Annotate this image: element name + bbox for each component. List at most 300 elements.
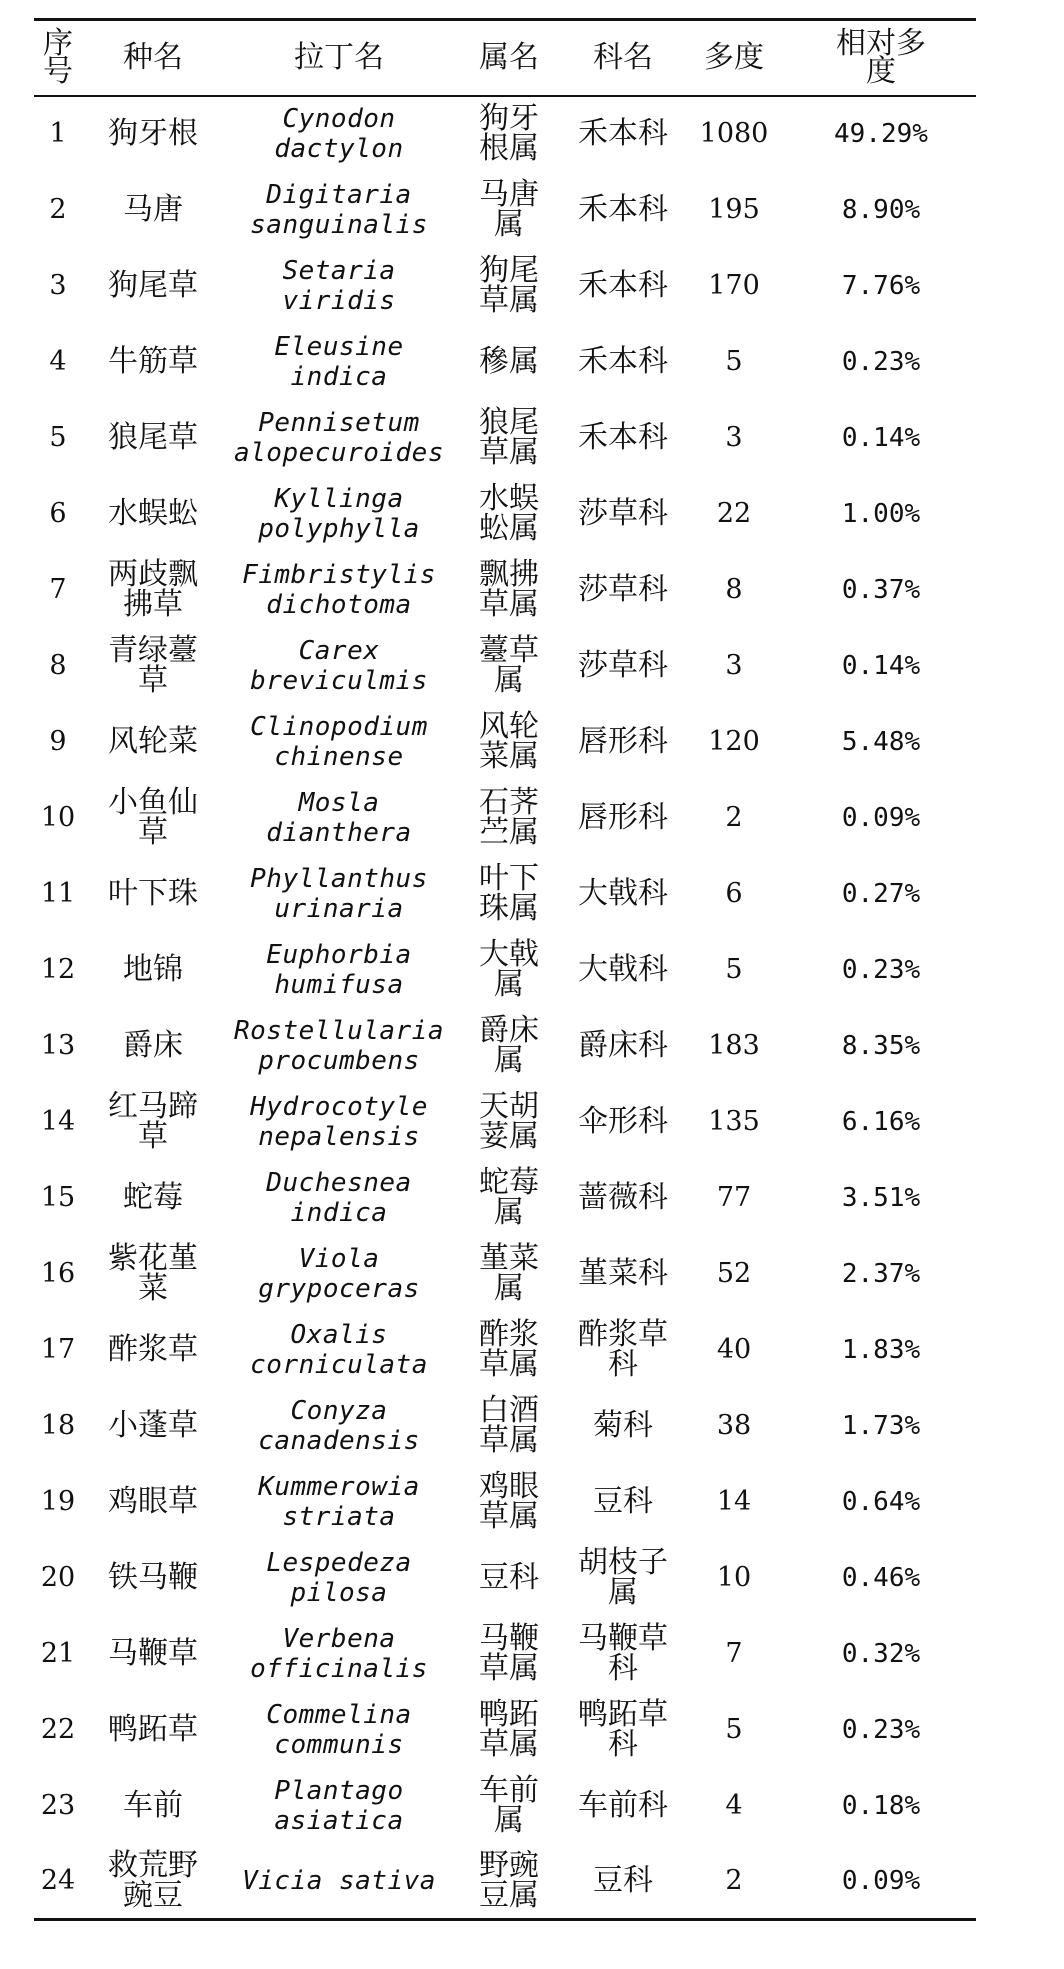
cell-family-text: 禾本科 xyxy=(578,343,668,379)
cell-latin xyxy=(224,1540,454,1616)
cell-family-text: 伞形科 xyxy=(578,1103,668,1139)
cell-species-text: 车前 xyxy=(123,1787,183,1823)
cell-species xyxy=(82,248,224,324)
cell-genus-text: 水蜈蚣属 xyxy=(479,480,539,546)
cell-genus xyxy=(454,628,564,704)
cell-abundance-text: 38 xyxy=(716,1409,752,1441)
cell-genus xyxy=(454,1312,564,1388)
cell-index-text: 10 xyxy=(40,801,76,833)
cell-relative-text: 0.09% xyxy=(841,1865,921,1896)
cell-relative-text: 8.35% xyxy=(841,1030,921,1061)
cell-family xyxy=(564,1768,682,1844)
cell-genus-text: 鸭跖草属 xyxy=(479,1696,539,1762)
cell-family xyxy=(564,324,682,400)
cell-relative xyxy=(786,248,976,324)
cell-index xyxy=(34,1160,82,1236)
cell-relative xyxy=(786,172,976,248)
cell-index-text: 19 xyxy=(40,1485,76,1517)
cell-family xyxy=(564,1844,682,1920)
cell-abundance-text: 5 xyxy=(725,1713,743,1745)
cell-relative-text: 3.51% xyxy=(841,1182,921,1213)
cell-genus xyxy=(454,324,564,400)
header-abundance xyxy=(682,20,786,96)
cell-family-text: 菊科 xyxy=(593,1407,653,1443)
cell-index-text: 24 xyxy=(40,1864,76,1896)
cell-abundance xyxy=(682,1388,786,1464)
cell-species xyxy=(82,1160,224,1236)
cell-index-text: 15 xyxy=(40,1181,76,1213)
cell-species xyxy=(82,1844,224,1920)
cell-family-text: 马鞭草科 xyxy=(578,1620,668,1686)
cell-index-text: 16 xyxy=(40,1257,76,1289)
cell-species-text: 水蜈蚣 xyxy=(108,495,198,531)
cell-relative xyxy=(786,96,976,172)
cell-relative xyxy=(786,1616,976,1692)
cell-index-text: 1 xyxy=(49,118,67,149)
cell-genus xyxy=(454,248,564,324)
cell-family xyxy=(564,1464,682,1540)
cell-family-text: 鸭跖草科 xyxy=(578,1696,668,1762)
cell-genus xyxy=(454,1692,564,1768)
cell-relative xyxy=(786,1312,976,1388)
cell-species xyxy=(82,1084,224,1160)
cell-latin-text: Kyllinga polyphylla xyxy=(258,483,420,544)
cell-species xyxy=(82,1388,224,1464)
cell-abundance xyxy=(682,1160,786,1236)
cell-species-text: 鸡眼草 xyxy=(108,1483,198,1519)
cell-abundance-text: 8 xyxy=(725,573,743,605)
cell-family-text: 莎草科 xyxy=(578,495,668,531)
cell-genus xyxy=(454,1768,564,1844)
cell-index-text: 3 xyxy=(49,269,67,301)
cell-abundance xyxy=(682,476,786,552)
cell-relative xyxy=(786,628,976,704)
table-row xyxy=(34,780,976,856)
species-table xyxy=(34,18,976,1921)
cell-latin xyxy=(224,1464,454,1540)
cell-genus xyxy=(454,1160,564,1236)
cell-species-text: 蛇莓 xyxy=(123,1179,183,1215)
cell-abundance xyxy=(682,324,786,400)
cell-species-text: 牛筋草 xyxy=(108,343,198,379)
cell-family-text: 莎草科 xyxy=(578,571,668,607)
cell-index-text: 7 xyxy=(49,573,67,605)
table-row xyxy=(34,1236,976,1312)
cell-relative-text: 0.18% xyxy=(841,1790,921,1821)
cell-abundance xyxy=(682,96,786,172)
cell-latin-text: Plantago asiatica xyxy=(274,1775,404,1836)
cell-family xyxy=(564,856,682,932)
cell-family-text: 禾本科 xyxy=(578,116,668,151)
cell-family xyxy=(564,932,682,1008)
cell-species-text: 狗牙根 xyxy=(108,116,198,151)
cell-index xyxy=(34,476,82,552)
cell-species-text: 青绿薹草 xyxy=(108,632,198,698)
header-latin xyxy=(224,20,454,96)
cell-latin xyxy=(224,476,454,552)
cell-abundance-text: 22 xyxy=(716,497,752,529)
cell-relative-text: 0.37% xyxy=(841,574,921,605)
cell-family xyxy=(564,172,682,248)
cell-abundance xyxy=(682,1312,786,1388)
header-row xyxy=(34,20,976,96)
table-row xyxy=(34,1768,976,1844)
table-row xyxy=(34,96,976,172)
cell-latin xyxy=(224,856,454,932)
cell-relative xyxy=(786,704,976,780)
cell-genus-text: 酢浆草属 xyxy=(479,1316,539,1382)
cell-relative xyxy=(786,1464,976,1540)
cell-species xyxy=(82,1008,224,1084)
cell-species xyxy=(82,780,224,856)
cell-index-text: 13 xyxy=(40,1029,76,1061)
cell-family-text: 豆科 xyxy=(593,1483,653,1519)
cell-latin xyxy=(224,1844,454,1920)
cell-abundance-text: 4 xyxy=(725,1789,743,1821)
cell-abundance xyxy=(682,1008,786,1084)
cell-species xyxy=(82,1768,224,1844)
cell-family xyxy=(564,704,682,780)
species-table-container xyxy=(34,18,976,1921)
cell-relative xyxy=(786,1768,976,1844)
cell-species-text: 救荒野豌豆 xyxy=(108,1847,198,1913)
cell-genus xyxy=(454,1236,564,1312)
cell-abundance xyxy=(682,1768,786,1844)
header-genus xyxy=(454,20,564,96)
cell-genus xyxy=(454,96,564,172)
cell-abundance xyxy=(682,1692,786,1768)
header-relative xyxy=(786,20,976,96)
table-row xyxy=(34,1084,976,1160)
cell-index xyxy=(34,628,82,704)
cell-latin xyxy=(224,1008,454,1084)
cell-index-text: 22 xyxy=(40,1713,76,1745)
cell-family-text: 莎草科 xyxy=(578,647,668,683)
cell-genus xyxy=(454,1084,564,1160)
cell-latin-text: Carex breviculmis xyxy=(250,635,428,696)
cell-index xyxy=(34,704,82,780)
cell-species-text: 小蓬草 xyxy=(108,1407,198,1443)
header-family-label: 科名 xyxy=(593,39,653,75)
cell-family-text: 蔷薇科 xyxy=(578,1179,668,1215)
cell-species-text: 狗尾草 xyxy=(108,267,198,303)
cell-latin xyxy=(224,1312,454,1388)
cell-family-text: 禾本科 xyxy=(578,419,668,455)
cell-relative xyxy=(786,552,976,628)
cell-species xyxy=(82,1312,224,1388)
cell-relative-text: 1.83% xyxy=(841,1334,921,1365)
cell-family xyxy=(564,96,682,172)
cell-relative xyxy=(786,1388,976,1464)
cell-index xyxy=(34,1540,82,1616)
header-family xyxy=(564,20,682,96)
cell-species-text: 马唐 xyxy=(123,191,183,227)
cell-genus-text: 豆科 xyxy=(479,1559,539,1595)
cell-species-text: 红马蹄草 xyxy=(108,1088,198,1154)
cell-species-text: 小鱼仙草 xyxy=(108,784,198,850)
header-index xyxy=(34,20,82,96)
cell-genus-text: 天胡荽属 xyxy=(479,1088,539,1154)
cell-genus-text: 堇菜属 xyxy=(479,1240,539,1306)
cell-genus-text: 叶下珠属 xyxy=(479,860,539,926)
cell-abundance xyxy=(682,704,786,780)
cell-genus xyxy=(454,552,564,628)
cell-genus-text: 狗尾草属 xyxy=(479,252,539,318)
cell-latin-text: Eleusine indica xyxy=(274,331,404,392)
cell-species-text: 叶下珠 xyxy=(108,875,198,911)
cell-latin xyxy=(224,552,454,628)
cell-index xyxy=(34,1616,82,1692)
cell-genus-text: 野豌豆属 xyxy=(479,1847,539,1913)
cell-family xyxy=(564,780,682,856)
cell-relative xyxy=(786,1008,976,1084)
cell-abundance-text: 10 xyxy=(716,1561,752,1593)
cell-relative-text: 0.14% xyxy=(841,422,921,453)
cell-family-text: 酢浆草科 xyxy=(578,1316,668,1382)
cell-latin-text: Cynodon dactylon xyxy=(274,104,404,164)
cell-species xyxy=(82,172,224,248)
cell-family xyxy=(564,1084,682,1160)
table-row xyxy=(34,172,976,248)
cell-latin xyxy=(224,1160,454,1236)
cell-relative-text: 0.46% xyxy=(841,1562,921,1593)
cell-index-text: 2 xyxy=(49,193,67,225)
cell-latin-text: Pennisetum alopecuroides xyxy=(234,407,444,468)
cell-species-text: 爵床 xyxy=(123,1027,183,1063)
table-row xyxy=(34,1008,976,1084)
header-species xyxy=(82,20,224,96)
cell-latin-text: Mosla dianthera xyxy=(266,787,412,848)
table-row xyxy=(34,1160,976,1236)
cell-genus-text: 飘拂草属 xyxy=(479,556,539,622)
table-body xyxy=(34,96,976,1920)
header-species-label: 种名 xyxy=(123,39,183,75)
cell-genus-text: 大戟属 xyxy=(479,936,539,1002)
cell-family xyxy=(564,476,682,552)
cell-genus-text: 爵床属 xyxy=(479,1012,539,1078)
cell-abundance-text: 40 xyxy=(716,1333,752,1365)
cell-latin xyxy=(224,932,454,1008)
cell-latin-text: Hydrocotyle nepalensis xyxy=(250,1091,428,1152)
cell-index xyxy=(34,96,82,172)
cell-latin xyxy=(224,1084,454,1160)
cell-relative-text: 0.23% xyxy=(841,1714,921,1745)
cell-species xyxy=(82,400,224,476)
cell-family-text: 堇菜科 xyxy=(578,1255,668,1291)
cell-species xyxy=(82,1236,224,1312)
cell-latin-text: Euphorbia humifusa xyxy=(266,939,412,1000)
cell-genus xyxy=(454,1008,564,1084)
cell-family xyxy=(564,248,682,324)
cell-species xyxy=(82,1464,224,1540)
cell-family xyxy=(564,1616,682,1692)
cell-abundance-text: 1080 xyxy=(699,118,769,149)
cell-latin xyxy=(224,400,454,476)
cell-latin xyxy=(224,1236,454,1312)
cell-species xyxy=(82,1692,224,1768)
cell-index xyxy=(34,1464,82,1540)
cell-relative-text: 0.09% xyxy=(841,802,921,833)
cell-relative-text: 0.64% xyxy=(841,1486,921,1517)
cell-abundance-text: 120 xyxy=(708,725,760,757)
cell-family-text: 大戟科 xyxy=(578,951,668,987)
cell-latin xyxy=(224,1616,454,1692)
cell-genus xyxy=(454,704,564,780)
cell-abundance-text: 183 xyxy=(708,1029,760,1061)
cell-relative-text: 0.23% xyxy=(841,954,921,985)
cell-genus xyxy=(454,1616,564,1692)
cell-abundance xyxy=(682,780,786,856)
cell-latin xyxy=(224,1768,454,1844)
cell-latin xyxy=(224,324,454,400)
cell-relative xyxy=(786,324,976,400)
cell-index-text: 8 xyxy=(49,649,67,681)
cell-latin-text: Setaria viridis xyxy=(282,255,396,316)
cell-genus xyxy=(454,172,564,248)
cell-latin xyxy=(224,96,454,172)
cell-index xyxy=(34,1844,82,1920)
cell-abundance-text: 2 xyxy=(725,801,743,833)
cell-genus xyxy=(454,1540,564,1616)
cell-relative-text: 7.76% xyxy=(841,270,921,301)
cell-latin-text: Verbena officinalis xyxy=(250,1623,428,1684)
cell-species xyxy=(82,476,224,552)
cell-abundance xyxy=(682,1844,786,1920)
cell-species xyxy=(82,1540,224,1616)
cell-genus xyxy=(454,856,564,932)
cell-relative-text: 0.23% xyxy=(841,346,921,377)
cell-latin-text: Vicia sativa xyxy=(242,1865,436,1896)
cell-relative xyxy=(786,1540,976,1616)
cell-latin xyxy=(224,248,454,324)
table-row xyxy=(34,1312,976,1388)
cell-abundance xyxy=(682,1540,786,1616)
table-row xyxy=(34,1540,976,1616)
cell-latin xyxy=(224,628,454,704)
cell-index xyxy=(34,1084,82,1160)
cell-index-text: 17 xyxy=(40,1333,76,1365)
cell-family xyxy=(564,552,682,628)
cell-species-text: 狼尾草 xyxy=(108,419,198,455)
cell-index xyxy=(34,1008,82,1084)
cell-family xyxy=(564,1540,682,1616)
cell-index xyxy=(34,552,82,628)
cell-relative xyxy=(786,1692,976,1768)
cell-abundance xyxy=(682,1236,786,1312)
cell-index xyxy=(34,172,82,248)
cell-species-text: 铁马鞭 xyxy=(108,1559,198,1595)
cell-abundance-text: 52 xyxy=(716,1257,752,1289)
cell-species-text: 紫花堇菜 xyxy=(108,1240,198,1306)
cell-abundance-text: 170 xyxy=(708,269,760,301)
cell-family-text: 大戟科 xyxy=(578,875,668,911)
cell-genus xyxy=(454,1464,564,1540)
cell-genus-text: 白酒草属 xyxy=(479,1392,539,1458)
cell-family xyxy=(564,1008,682,1084)
cell-relative-text: 0.14% xyxy=(841,650,921,681)
cell-relative xyxy=(786,1160,976,1236)
cell-family-text: 车前科 xyxy=(578,1787,668,1823)
cell-family xyxy=(564,1236,682,1312)
cell-abundance xyxy=(682,1464,786,1540)
cell-family-text: 豆科 xyxy=(593,1862,653,1898)
cell-relative-text: 5.48% xyxy=(841,726,921,757)
header-genus-label: 属名 xyxy=(479,39,539,75)
cell-genus xyxy=(454,400,564,476)
cell-abundance-text: 195 xyxy=(708,193,760,225)
cell-relative xyxy=(786,1236,976,1312)
cell-index-text: 23 xyxy=(40,1789,76,1821)
cell-abundance xyxy=(682,1084,786,1160)
cell-index xyxy=(34,932,82,1008)
cell-genus xyxy=(454,1388,564,1464)
cell-relative xyxy=(786,400,976,476)
cell-relative xyxy=(786,1084,976,1160)
cell-species xyxy=(82,552,224,628)
cell-species-text: 鸭跖草 xyxy=(108,1711,198,1747)
cell-species-text: 马鞭草 xyxy=(108,1635,198,1671)
cell-genus-text: 薹草属 xyxy=(479,632,539,698)
cell-index-text: 6 xyxy=(49,497,67,529)
cell-abundance xyxy=(682,248,786,324)
cell-index xyxy=(34,1236,82,1312)
table-row xyxy=(34,1844,976,1920)
table-row xyxy=(34,1692,976,1768)
cell-index xyxy=(34,248,82,324)
cell-family xyxy=(564,1388,682,1464)
cell-genus-text: 鸡眼草属 xyxy=(479,1468,539,1534)
cell-latin-text: Conyza canadensis xyxy=(258,1395,420,1456)
cell-index xyxy=(34,324,82,400)
cell-index-text: 11 xyxy=(40,877,76,909)
cell-index xyxy=(34,856,82,932)
table-row xyxy=(34,248,976,324)
cell-abundance-text: 5 xyxy=(725,953,743,985)
cell-relative xyxy=(786,1844,976,1920)
cell-species xyxy=(82,932,224,1008)
cell-index xyxy=(34,400,82,476)
cell-index xyxy=(34,1692,82,1768)
cell-genus xyxy=(454,1844,564,1920)
cell-genus xyxy=(454,476,564,552)
cell-genus-text: 狗牙根属 xyxy=(479,101,539,166)
cell-species xyxy=(82,704,224,780)
cell-index xyxy=(34,1312,82,1388)
cell-latin xyxy=(224,780,454,856)
cell-index-text: 9 xyxy=(49,725,67,757)
cell-latin xyxy=(224,1388,454,1464)
cell-abundance-text: 7 xyxy=(725,1637,743,1669)
cell-latin-text: Duchesnea indica xyxy=(266,1167,412,1228)
cell-abundance-text: 5 xyxy=(725,345,743,377)
cell-latin-text: Oxalis corniculata xyxy=(250,1319,428,1380)
cell-latin-text: Fimbristylis dichotoma xyxy=(242,559,436,620)
cell-genus-text: 马鞭草属 xyxy=(479,1620,539,1686)
table-row xyxy=(34,628,976,704)
cell-abundance-text: 3 xyxy=(725,421,743,453)
cell-abundance-text: 14 xyxy=(716,1485,752,1517)
cell-genus-text: 马唐属 xyxy=(479,176,539,242)
cell-family-text: 爵床科 xyxy=(578,1027,668,1063)
cell-index-text: 18 xyxy=(40,1409,76,1441)
table-row xyxy=(34,476,976,552)
table-row xyxy=(34,1464,976,1540)
cell-family xyxy=(564,1312,682,1388)
cell-genus xyxy=(454,780,564,856)
cell-latin-text: Lespedeza pilosa xyxy=(266,1547,412,1608)
cell-relative-text: 0.27% xyxy=(841,878,921,909)
cell-latin xyxy=(224,1692,454,1768)
